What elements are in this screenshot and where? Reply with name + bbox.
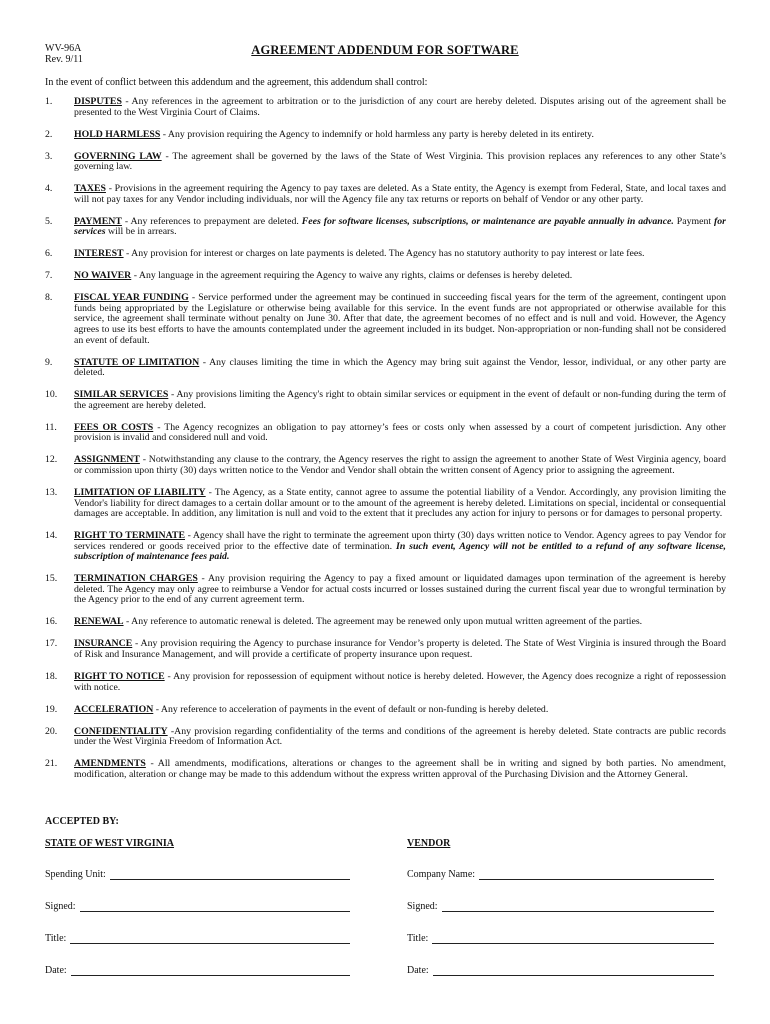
field-label: Spending Unit: bbox=[45, 869, 106, 880]
clause-body bbox=[74, 455, 726, 476]
clause-text: - Any reference to acceleration of payments in the event of default or non-funding is hereby deleted. bbox=[153, 703, 549, 715]
signature-line[interactable] bbox=[432, 933, 714, 944]
clause-item bbox=[45, 249, 726, 260]
field-label: Company Name: bbox=[407, 869, 476, 880]
signature-line[interactable] bbox=[442, 901, 714, 912]
accepted-by-label: ACCEPTED BY: bbox=[45, 816, 119, 827]
clause-number: 15. bbox=[45, 573, 58, 585]
clause-item bbox=[45, 639, 726, 660]
clause-number: 20. bbox=[45, 725, 58, 737]
clause-number: 3. bbox=[45, 150, 53, 162]
field-label: Date: bbox=[45, 965, 67, 976]
clause-item bbox=[45, 390, 726, 411]
clause-number: 19. bbox=[45, 703, 58, 715]
clause-body bbox=[74, 249, 726, 260]
clause-number: 18. bbox=[45, 671, 58, 683]
signature-line[interactable] bbox=[71, 965, 350, 976]
clause-heading: PAYMENT bbox=[74, 215, 122, 227]
clause-body bbox=[74, 705, 726, 716]
clause-number: 5. bbox=[45, 215, 53, 227]
clause-body bbox=[74, 293, 726, 346]
clause-text: - Any provision requiring the Agency to indemnify or hold harmless any party is hereby deleted in its entirety. bbox=[160, 128, 594, 140]
clause-heading: FEES OR COSTS bbox=[74, 421, 154, 433]
clause-item bbox=[45, 97, 726, 118]
clause-text: - Any clauses limiting the time in which the Agency may bring suit against the Vendor, lessor, individual, or any other party are deleted. bbox=[74, 356, 726, 379]
clause-number: 7. bbox=[45, 270, 53, 282]
clause-item bbox=[45, 130, 726, 141]
clause-text: - All amendments, modifications, alterations or changes to the agreement shall be in writing and signed by both parties. No amendment, modification, alteration or change may be made to this addendum without the express written approval of the Purchasing Division and the Attorney General. bbox=[74, 758, 726, 780]
intro-text: In the event of conflict between this addendum and the agreement, this addendum shall control: bbox=[45, 77, 428, 88]
clause-heading: GOVERNING LAW bbox=[74, 150, 162, 162]
clause-text: - The Agency recognizes an obligation to pay attorney’s fees or costs only when assessed by a court of competent jurisdiction. Any other provision is invalid and considered null and void. bbox=[74, 421, 726, 444]
form-revision: Rev. 9/11 bbox=[45, 54, 83, 65]
state-field-2 bbox=[45, 933, 350, 944]
clause-heading: HOLD HARMLESS bbox=[74, 128, 161, 140]
clause-body bbox=[74, 423, 726, 444]
clause-heading: RIGHT TO TERMINATE bbox=[74, 530, 185, 542]
state-field-0 bbox=[45, 869, 350, 880]
clause-body bbox=[74, 488, 726, 520]
state-heading: STATE OF WEST VIRGINIA bbox=[45, 838, 175, 849]
clause-number: 4. bbox=[45, 183, 53, 195]
field-label: Signed: bbox=[45, 901, 76, 912]
clause-list bbox=[45, 97, 726, 792]
clause-body bbox=[74, 759, 726, 780]
clause-text: - Notwithstanding any clause to the contrary, the Agency reserves the right to assign the agreement to another State of West Virginia agency, board or commission upon thirty (30) days written notice to the Vendor and Vendor shall obtain the written consent of Agency prior to assigning the agreement. bbox=[74, 454, 726, 476]
clause-body bbox=[74, 574, 726, 606]
clause-heading: RIGHT TO NOTICE bbox=[74, 671, 165, 683]
clause-text: - Any provision for interest or charges on late payments is deleted. The Agency has no statutory authority to pay interest or late fees. bbox=[123, 248, 645, 260]
clause-number: 6. bbox=[45, 248, 53, 260]
clause-body bbox=[74, 97, 726, 118]
document-title: AGREEMENT ADDENDUM FOR SOFTWARE bbox=[251, 43, 519, 57]
clause-item bbox=[45, 152, 726, 173]
clause-body bbox=[74, 130, 726, 141]
clause-heading: INSURANCE bbox=[74, 638, 133, 650]
signature-line[interactable] bbox=[70, 933, 350, 944]
signature-line[interactable] bbox=[110, 869, 350, 880]
clause-item bbox=[45, 531, 726, 563]
vendor-heading: VENDOR bbox=[407, 838, 451, 849]
field-label: Date: bbox=[407, 965, 429, 976]
clause-number: 13. bbox=[45, 486, 58, 498]
clause-number: 14. bbox=[45, 530, 58, 542]
clause-emphasis: In such event, Agency will not be entitled to a refund of any software license, subscription of maintenance fees paid. bbox=[74, 540, 726, 563]
clause-text: - Any language in the agreement requiring the Agency to waive any rights, claims or defenses is hereby deleted. bbox=[131, 270, 573, 282]
clause-text: - Any reference to automatic renewal is deleted. The agreement may be renewed only upon mutual written agreement of the parties. bbox=[123, 616, 643, 628]
clause-item bbox=[45, 488, 726, 520]
clause-text: - Any provision requiring the Agency to pay a fixed amount or liquidated damages upon termination of the agreement is hereby deleted. The Agency may only agree to reimburse a Vendor for actual costs incurred or losses sustained during the current fiscal year due to wrongful termination by the Agency prior to the end of any current agreement term. bbox=[74, 573, 726, 606]
clause-number: 8. bbox=[45, 292, 53, 304]
clause-number: 11. bbox=[45, 421, 57, 433]
clause-body bbox=[74, 271, 726, 282]
clause-heading: LIMITATION OF LIABILITY bbox=[74, 486, 206, 498]
clause-item bbox=[45, 217, 726, 238]
clause-body bbox=[74, 672, 726, 693]
field-label: Title: bbox=[407, 933, 429, 944]
clause-item bbox=[45, 358, 726, 379]
clause-heading: ACCELERATION bbox=[74, 703, 154, 715]
field-label: Signed: bbox=[407, 901, 438, 912]
clause-text: Payment bbox=[673, 215, 715, 227]
clause-item bbox=[45, 672, 726, 693]
clause-item bbox=[45, 271, 726, 282]
clause-item bbox=[45, 184, 726, 205]
clause-number: 2. bbox=[45, 128, 53, 140]
clause-text: - Any references in the agreement to arbitration or to the jurisdiction of any court are hereby deleted. Disputes arising out of the agreement shall be presented to the West Virginia Court of Claims. bbox=[74, 96, 726, 118]
clause-number: 21. bbox=[45, 758, 58, 770]
state-field-3 bbox=[45, 965, 350, 976]
signature-line[interactable] bbox=[433, 965, 714, 976]
clause-heading: NO WAIVER bbox=[74, 270, 132, 282]
clause-body bbox=[74, 358, 726, 379]
clause-item bbox=[45, 423, 726, 444]
clause-text: -Any provision regarding confidentiality of the terms and conditions of the agreement is hereby deleted. State contracts are public records under the West Virginia Freedom of Information Act. bbox=[74, 725, 726, 748]
clause-text: - Any provision for repossession of equipment without notice is hereby deleted. However, the Agency does recognize a right of repossession with notice. bbox=[74, 671, 726, 693]
clause-emphasis: for services bbox=[74, 215, 726, 238]
clause-text: - Any provisions limiting the Agency's right to obtain similar services or equipment in the event of default or non-funding during the term of the agreement are hereby deleted. bbox=[74, 389, 726, 411]
clause-heading: TAXES bbox=[74, 183, 106, 195]
clause-heading: ASSIGNMENT bbox=[74, 454, 140, 466]
clause-text: - Provisions in the agreement requiring the Agency to pay taxes are deleted. As a State entity, the Agency is exempt from Federal, State, and local taxes and will not pay taxes for any Vendor including individuals, nor will the Agency file any tax returns or reports on behalf of Vendor or any other party. bbox=[74, 183, 726, 205]
clause-body bbox=[74, 531, 726, 563]
clause-number: 12. bbox=[45, 454, 58, 466]
clause-item bbox=[45, 574, 726, 606]
vendor-field-2 bbox=[407, 933, 714, 944]
clause-text: - Service performed under the agreement may be continued in succeeding fiscal years for the term of the agreement, contingent upon funds being appropriated by the Legislature or otherwise being available for this service. In the event funds are not appropriated or otherwise available for this service, the agreement shall terminate without penalty on June 30. After that date, the agreement becomes of no effect and is null and void. However, the Agency agrees to use its best efforts to have the amounts contemplated under the agreement included in its budget. Non-appropriation or non-funding shall not be considered an event of default. bbox=[74, 292, 726, 346]
clause-heading: FISCAL YEAR FUNDING bbox=[74, 292, 189, 304]
vendor-field-1 bbox=[407, 901, 714, 912]
clause-body bbox=[74, 727, 726, 748]
clause-heading: CONFIDENTIALITY bbox=[74, 725, 168, 737]
clause-item bbox=[45, 705, 726, 716]
clause-body bbox=[74, 617, 726, 628]
vendor-field-3 bbox=[407, 965, 714, 976]
clause-text: will be in arrears. bbox=[105, 226, 177, 238]
clause-emphasis: Fees for software licenses, subscriptions, or maintenance are payable annually in advance. bbox=[301, 215, 674, 227]
clause-text: - Agency shall have the right to terminate the agreement upon thirty (30) days written notice to Vendor. Agency agrees to pay Vendor for services rendered or goods received prior to the effective date of termination. bbox=[74, 530, 727, 552]
signature-line[interactable] bbox=[80, 901, 350, 912]
clause-text: - Any references to prepayment are deleted. bbox=[121, 215, 302, 227]
signature-line[interactable] bbox=[479, 869, 714, 880]
clause-item bbox=[45, 727, 726, 748]
clause-heading: INTEREST bbox=[74, 248, 124, 260]
clause-body bbox=[74, 184, 726, 205]
clause-text: - Any provision requiring the Agency to purchase insurance for Vendor’s property is deleted. The State of West Virginia is insured through the Board of Risk and Insurance Management, and will provide a certificate of property insurance upon request. bbox=[74, 638, 726, 661]
clause-heading: RENEWAL bbox=[74, 616, 124, 628]
clause-heading: DISPUTES bbox=[74, 96, 122, 107]
clause-text: - The Agency, as a State entity, cannot agree to assume the potential liability of a Vendor. Accordingly, any provision limiting the Vendor's liability for direct damages to a certain dollar amount or to the amount of the agreement is hereby deleted. Limitations on special, incidental or consequential damages are acceptable. In addition, any limitation is null and void to the extent that it precludes any action for injury to persons or for damages to personal property. bbox=[74, 486, 726, 520]
clause-number: 9. bbox=[45, 356, 53, 368]
clause-heading: AMENDMENTS bbox=[74, 758, 146, 770]
clause-body bbox=[74, 639, 726, 660]
clause-number: 17. bbox=[45, 638, 58, 650]
clause-item bbox=[45, 759, 726, 780]
clause-number: 10. bbox=[45, 389, 58, 401]
vendor-field-0 bbox=[407, 869, 714, 880]
field-label: Title: bbox=[45, 933, 67, 944]
clause-body bbox=[74, 390, 726, 411]
form-number: WV-96A bbox=[45, 43, 82, 54]
clause-number: 16. bbox=[45, 616, 58, 628]
clause-item bbox=[45, 293, 726, 346]
clause-item bbox=[45, 617, 726, 628]
state-field-1 bbox=[45, 901, 350, 912]
clause-text: - The agreement shall be governed by the laws of the State of West Virginia. This provision replaces any references to any other State’s governing law. bbox=[74, 150, 726, 173]
clause-number: 1. bbox=[45, 96, 53, 107]
clause-item bbox=[45, 455, 726, 476]
clause-heading: SIMILAR SERVICES bbox=[74, 389, 169, 401]
clause-heading: TERMINATION CHARGES bbox=[74, 573, 198, 585]
clause-body bbox=[74, 217, 726, 238]
clause-body bbox=[74, 152, 726, 173]
clause-heading: STATUTE OF LIMITATION bbox=[74, 356, 200, 368]
